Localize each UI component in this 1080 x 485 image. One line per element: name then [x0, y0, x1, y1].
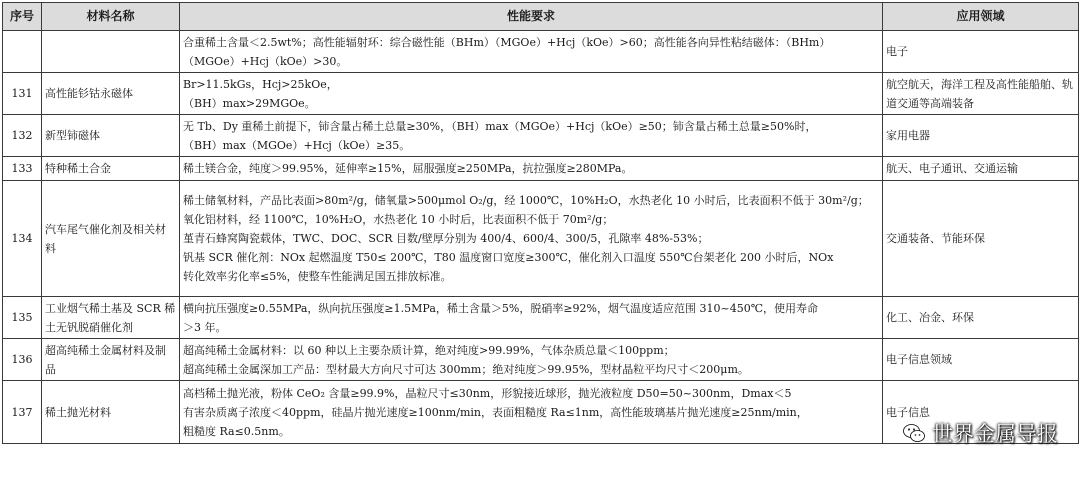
table-row [3, 31, 1079, 73]
application-field: 电子信息领域 [883, 339, 1079, 381]
application-field: 电子信息 [883, 381, 1079, 444]
table-row [3, 157, 1079, 181]
requirement-line: 稀土镁合金，纯度＞99.95%，延伸率≥15%，屈服强度≥250MPa，抗拉强度≥280MPa。 [183, 162, 633, 175]
material-name: 稀土抛光材料 [42, 381, 180, 444]
header-name: 材料名称 [42, 3, 180, 31]
table-row [3, 115, 1079, 157]
materials-table [2, 2, 1079, 444]
requirement-line: 钒基 SCR 催化剂：NOx 起燃温度 T50≤ 200℃，T80 温度窗口宽度≥300℃，催化剂入口温度 550℃台架老化 200 小时后，NOx [183, 251, 834, 264]
requirement-line: 高档稀土抛光液，粉体 CeO₂ 含量≥99.9%，晶粒尺寸≤30nm，形貌接近球形，抛光液粒度 D50=50~300nm，Dmax＜5 [183, 386, 792, 400]
requirement-line: 超高纯稀土金属深加工产品：型材最大方向尺寸可达 300mm；绝对纯度＞99.95%，型材晶粒平均尺寸＜200μm。 [183, 362, 749, 376]
material-name [42, 31, 180, 73]
performance-requirements [180, 381, 883, 444]
header-field: 应用领域 [883, 3, 1079, 31]
application-field: 交通装备、节能环保 [883, 181, 1079, 297]
requirement-line: 超高纯稀土金属材料：以 60 种以上主要杂质计算，绝对纯度>99.99%，气体杂质总量＜100ppm； [183, 343, 675, 357]
requirement-line: （BH）max（MGOe）+Hcj（kOe）≥35。 [183, 138, 411, 152]
application-field: 电子 [883, 31, 1079, 73]
table-row [3, 73, 1079, 115]
performance-requirements [180, 31, 883, 73]
material-name: 超高纯稀土金属材料及制品 [42, 339, 180, 381]
table-header-row [3, 3, 1079, 31]
requirement-line: 合重稀土含量＜2.5wt%；高性能辐射环：综合磁性能（BHm）（MGOe）+Hcj（kOe）>60；高性能各向异性粘结磁体：（BHm） [183, 35, 831, 49]
material-name: 高性能钐钴永磁体 [42, 73, 180, 115]
header-requirements: 性能要求 [180, 3, 883, 31]
material-name: 特种稀土合金 [42, 157, 180, 181]
requirement-line: Br>11.5kGs，Hcj>25kOe， [183, 77, 338, 91]
requirement-line: 转化效率劣化率≤5%，使整车性能满足国五排放标准。 [183, 270, 452, 283]
row-number: 132 [3, 115, 42, 157]
performance-requirements [180, 115, 883, 157]
watermark [902, 418, 1058, 448]
header-num: 序号 [3, 3, 42, 31]
material-name: 汽车尾气催化剂及相关材料 [42, 181, 180, 297]
application-field: 家用电器 [883, 115, 1079, 157]
requirement-line: 堇青石蜂窝陶瓷载体，TWC、DOC、SCR 目数/壁厚分别为 400/4、600/4、300/5，孔隙率 48%-53%； [183, 232, 709, 245]
application-field: 化工、冶金、环保 [883, 297, 1079, 339]
application-field: 航天、电子通讯、交通运输 [883, 157, 1079, 181]
requirement-line: 氧化铝材料，经 1100℃，10%H₂O，水热老化 10 小时后，比表面积不低于 70m²/g； [183, 213, 614, 226]
row-number: 131 [3, 73, 42, 115]
material-name: 工业烟气稀土基及 SCR 稀土无钒脱硝催化剂 [42, 297, 180, 339]
requirement-line: 横向抗压强度≥0.55MPa，纵向抗压强度≥1.5MPa，稀土含量＞5%，脱硝率≥92%，烟气温度适应范围 310~450℃，使用寿命 [183, 301, 819, 315]
requirement-line: 无 Tb、Dy 重稀土前提下，铈含量占稀土总量≥30%，（BH）max（MGOe）+Hcj（kOe）≥50；铈含量占稀土总量≥50%时， [183, 119, 817, 133]
row-number: 137 [3, 381, 42, 444]
table-row [3, 181, 1079, 297]
watermark-text: 世界金属导报 [932, 422, 1058, 446]
wechat-logo-icon [902, 421, 926, 445]
requirement-line: 粗糙度 Ra≤0.5nm。 [183, 424, 290, 438]
row-number: 136 [3, 339, 42, 381]
material-name: 新型铈磁体 [42, 115, 180, 157]
row-number: 133 [3, 157, 42, 181]
performance-requirements [180, 157, 883, 181]
performance-requirements [180, 339, 883, 381]
row-number: 134 [3, 181, 42, 297]
table-row [3, 297, 1079, 339]
requirement-line: ＞3 年。 [183, 320, 227, 334]
requirement-line: 稀土储氧材料，产品比表面>80m²/g，储氧量>500μmol O₂/g，经 1000℃，10%H₂O，水热老化 10 小时后，比表面积不低于 30m²/g； [183, 194, 869, 207]
requirement-line: （MGOe）+Hcj（kOe）>30。 [183, 54, 348, 68]
row-number [3, 31, 42, 73]
application-field: 航空航天，海洋工程及高性能船舶、轨道交通等高端装备 [883, 73, 1079, 115]
performance-requirements [180, 73, 883, 115]
performance-requirements [180, 181, 883, 297]
row-number: 135 [3, 297, 42, 339]
requirement-line: 有害杂质离子浓度＜40ppm，硅晶片抛光速度≥100nm/min，表面粗糙度 Ra≤1nm，高性能玻璃基片抛光速度≥25nm/min， [183, 405, 808, 419]
performance-requirements [180, 297, 883, 339]
requirement-line: （BH）max>29MGOe。 [183, 96, 316, 110]
table-row [3, 339, 1079, 381]
